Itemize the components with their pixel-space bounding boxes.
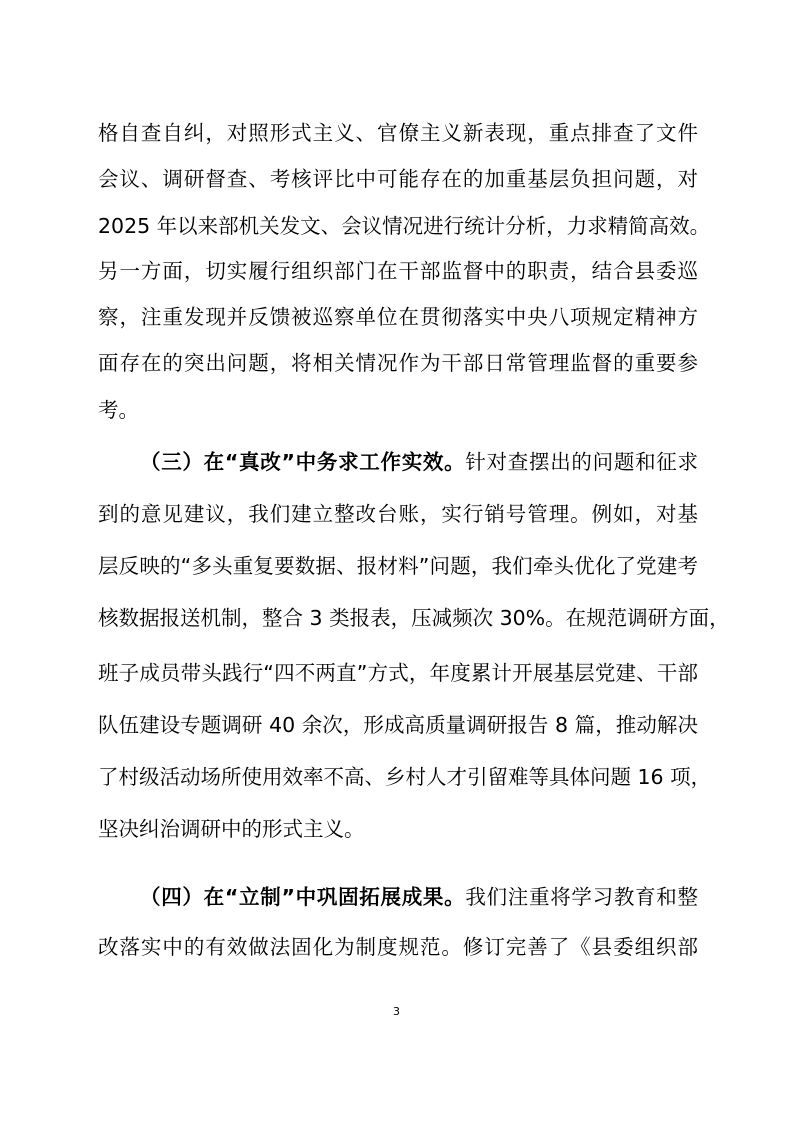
- section-3-line: 层反映的“多头重复要数据、报材料”问题，我们牵头优化了党建考: [98, 554, 698, 578]
- body-line: 考。: [98, 398, 139, 422]
- body-line: 2025 年以来部机关发文、会议情况进行统计分析，力求精简高效。: [98, 214, 711, 238]
- section-4-line: 改落实中的有效做法固化为制度规范。修订完善了《县委组织部: [98, 935, 698, 959]
- body-line: 察，注重发现并反馈被巡察单位在贯彻落实中央八项规定精神方: [98, 305, 698, 329]
- section-3-line: 班子成员带头践行“四不两直”方式，年度累计开展基层党建、干部: [98, 661, 698, 685]
- section-3-heading: （三）在“真改”中务求工作实效。: [140, 450, 466, 474]
- page-number: 3: [393, 1005, 400, 1018]
- section-3-line: 了村级活动场所使用效率不高、乡村人才引留难等具体问题 16 项，: [98, 765, 712, 789]
- body-line: 格自查自纠，对照形式主义、官僚主义新表现，重点排查了文件: [98, 121, 698, 145]
- section-4-first-line: [140, 883, 698, 911]
- section-4-first-text: 我们注重将学习教育和整: [465, 885, 698, 909]
- body-line: 面存在的突出问题，将相关情况作为干部日常管理监督的重要参: [98, 351, 698, 375]
- section-3-line: 队伍建设专题调研 40 余次，形成高质量调研报告 8 篇，推动解决: [98, 713, 698, 737]
- body-line: 另一方面，切实履行组织部门在干部监督中的职责，结合县委巡: [98, 259, 698, 283]
- section-3-line: 坚决纠治调研中的形式主义。: [98, 817, 365, 841]
- section-4-heading: （四）在“立制”中巩固拓展成果。: [140, 885, 466, 909]
- section-3-line: 到的意见建议，我们建立整改台账，实行销号管理。例如，对基: [98, 502, 698, 526]
- body-line: 会议、调研督查、考核评比中可能存在的加重基层负担问题，对: [98, 167, 698, 191]
- section-3-line: 核数据报送机制，整合 3 类报表，压减频次 30%。在规范调研方面，: [98, 606, 730, 630]
- section-3-first-text: 针对查摆出的问题和征求: [465, 450, 698, 474]
- section-3-first-line: [140, 448, 698, 476]
